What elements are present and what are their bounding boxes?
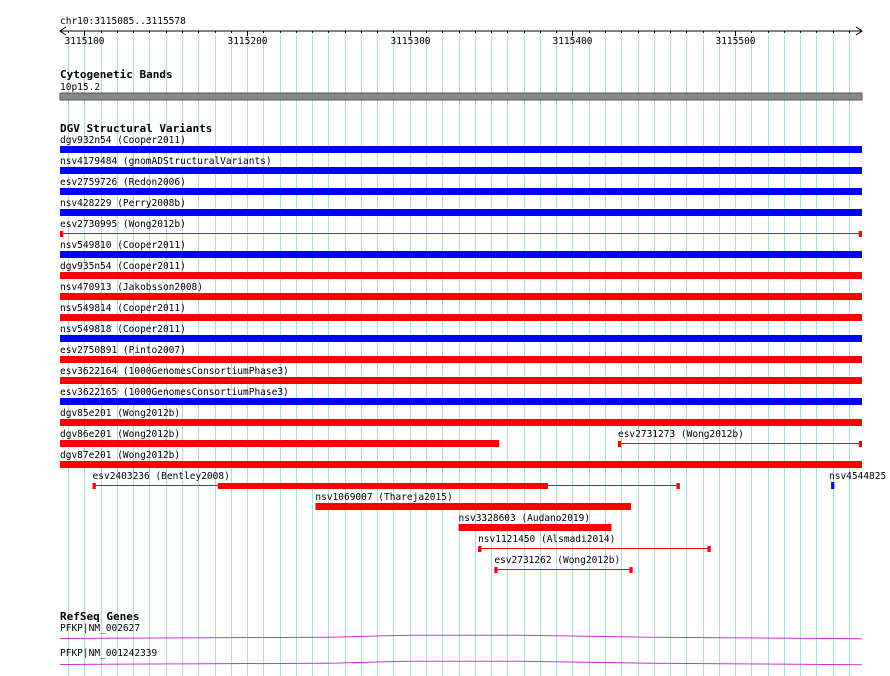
variant-label: esv2731273 (Wong2012b): [617, 429, 744, 440]
variant-feature[interactable]: [315, 492, 631, 510]
cytoband-bar[interactable]: [60, 93, 862, 100]
variant-label: esv3622165 (1000GenomesConsortiumPhase3): [60, 387, 289, 398]
variant-block[interactable]: [618, 441, 621, 447]
cytoband-track-title: Cytogenetic Bands: [60, 68, 173, 81]
variant-block[interactable]: [218, 483, 548, 489]
variant-block[interactable]: [60, 231, 63, 237]
variant-label: nsv428229 (Perry2008b): [60, 198, 186, 209]
variant-label: nsv1121450 (Alsmadi2014): [478, 534, 616, 545]
variant-block[interactable]: [629, 567, 632, 573]
variant-feature[interactable]: [60, 261, 862, 279]
gene-label: PFKP|NM_002627: [60, 623, 141, 634]
variant-block[interactable]: [707, 546, 710, 552]
variant-bar[interactable]: [60, 293, 862, 300]
variant-label: esv2750891 (Pinto2007): [60, 345, 186, 356]
gene-line[interactable]: [60, 635, 862, 639]
variant-feature[interactable]: [60, 156, 862, 174]
variant-label: nsv3328603 (Audano2019): [458, 513, 591, 524]
variant-label: esv3622164 (1000GenomesConsortiumPhase3): [60, 366, 289, 377]
variant-feature[interactable]: [60, 282, 862, 300]
variant-feature[interactable]: [829, 471, 886, 489]
variant-bar[interactable]: [60, 377, 862, 384]
variant-label: nsv549810 (Cooper2011): [60, 240, 186, 251]
variant-label: nsv470913 (Jakobsson2008): [60, 282, 203, 293]
variant-feature[interactable]: [60, 198, 862, 216]
region-label: chr10:3115085..3115578: [60, 16, 186, 27]
variant-feature[interactable]: [478, 534, 711, 552]
gene-feature[interactable]: [60, 623, 862, 639]
refseq-track: [60, 610, 862, 665]
variant-feature[interactable]: [494, 555, 632, 573]
variant-feature[interactable]: [60, 366, 862, 384]
variant-feature[interactable]: [60, 345, 862, 363]
ruler-track: [60, 16, 862, 47]
variant-block[interactable]: [93, 483, 96, 489]
cytoband-label: 10p15.2: [60, 82, 101, 93]
variant-feature[interactable]: [60, 408, 862, 426]
variant-label: nsv549818 (Cooper2011): [60, 324, 186, 335]
variant-bar[interactable]: [60, 398, 862, 405]
variant-block[interactable]: [859, 231, 862, 237]
cytoband-track: [60, 68, 862, 100]
variant-bar[interactable]: [60, 461, 862, 468]
gene-feature[interactable]: [60, 648, 862, 665]
variant-label: dgv932n54 (Cooper2011): [60, 135, 186, 146]
variant-bar[interactable]: [60, 188, 862, 195]
variant-label: nsv4544825: [829, 471, 887, 482]
variant-feature[interactable]: [459, 513, 612, 531]
variant-block[interactable]: [859, 441, 862, 447]
variant-bar[interactable]: [60, 167, 862, 174]
variant-block[interactable]: [494, 567, 497, 573]
variant-bar[interactable]: [60, 335, 862, 342]
variant-label: esv2731262 (Wong2012b): [494, 555, 621, 566]
variant-bar[interactable]: [60, 419, 862, 426]
ruler-tick-label: 3115300: [390, 36, 431, 47]
variant-bar[interactable]: [60, 251, 862, 258]
variant-feature[interactable]: [60, 240, 862, 258]
variant-feature[interactable]: [60, 303, 862, 321]
variant-label: nsv4179484 (gnomADStructuralVariants): [60, 156, 272, 167]
variant-feature[interactable]: [60, 429, 499, 447]
variant-bar[interactable]: [315, 503, 631, 510]
variant-feature[interactable]: [60, 135, 862, 153]
variant-feature[interactable]: [60, 177, 862, 195]
dgv-track-title: DGV Structural Variants: [60, 122, 213, 135]
gene-label: PFKP|NM_001242339: [60, 648, 158, 659]
variant-bar[interactable]: [459, 524, 612, 531]
gene-line[interactable]: [60, 661, 862, 665]
variant-bar[interactable]: [60, 356, 862, 363]
ruler-tick-label: 3115100: [64, 36, 105, 47]
variant-bar[interactable]: [60, 440, 499, 447]
variant-bar[interactable]: [60, 146, 862, 153]
ruler-tick-label: 3115500: [715, 36, 756, 47]
dgv-features: [60, 135, 886, 573]
variant-feature[interactable]: [60, 450, 862, 468]
variant-feature[interactable]: [93, 471, 680, 489]
dgv-track: [60, 122, 886, 573]
variant-bar[interactable]: [60, 272, 862, 279]
variant-block[interactable]: [677, 483, 680, 489]
variant-label: dgv86e201 (Wong2012b): [60, 429, 181, 440]
variant-bar[interactable]: [60, 314, 862, 321]
variant-feature[interactable]: [60, 324, 862, 342]
ruler-tick-label: 3115200: [227, 36, 268, 47]
variant-label: nsv1069007 (Thareja2015): [315, 492, 453, 503]
refseq-track-title: RefSeq Genes: [60, 610, 140, 623]
variant-block[interactable]: [478, 546, 481, 552]
variant-label: esv2403236 (Bentley2008): [92, 471, 230, 482]
variant-label: dgv85e201 (Wong2012b): [60, 408, 181, 419]
variant-feature[interactable]: [60, 387, 862, 405]
variant-bar[interactable]: [831, 482, 834, 489]
variant-label: dgv87e201 (Wong2012b): [60, 450, 181, 461]
variant-label: esv2730995 (Wong2012b): [60, 219, 186, 230]
ruler-tick-label: 3115400: [552, 36, 593, 47]
variant-bar[interactable]: [60, 209, 862, 216]
variant-label: esv2759726 (Redon2006): [60, 177, 186, 188]
variant-feature[interactable]: [60, 219, 862, 237]
variant-label: nsv549814 (Cooper2011): [60, 303, 186, 314]
variant-label: dgv935n54 (Cooper2011): [60, 261, 186, 272]
